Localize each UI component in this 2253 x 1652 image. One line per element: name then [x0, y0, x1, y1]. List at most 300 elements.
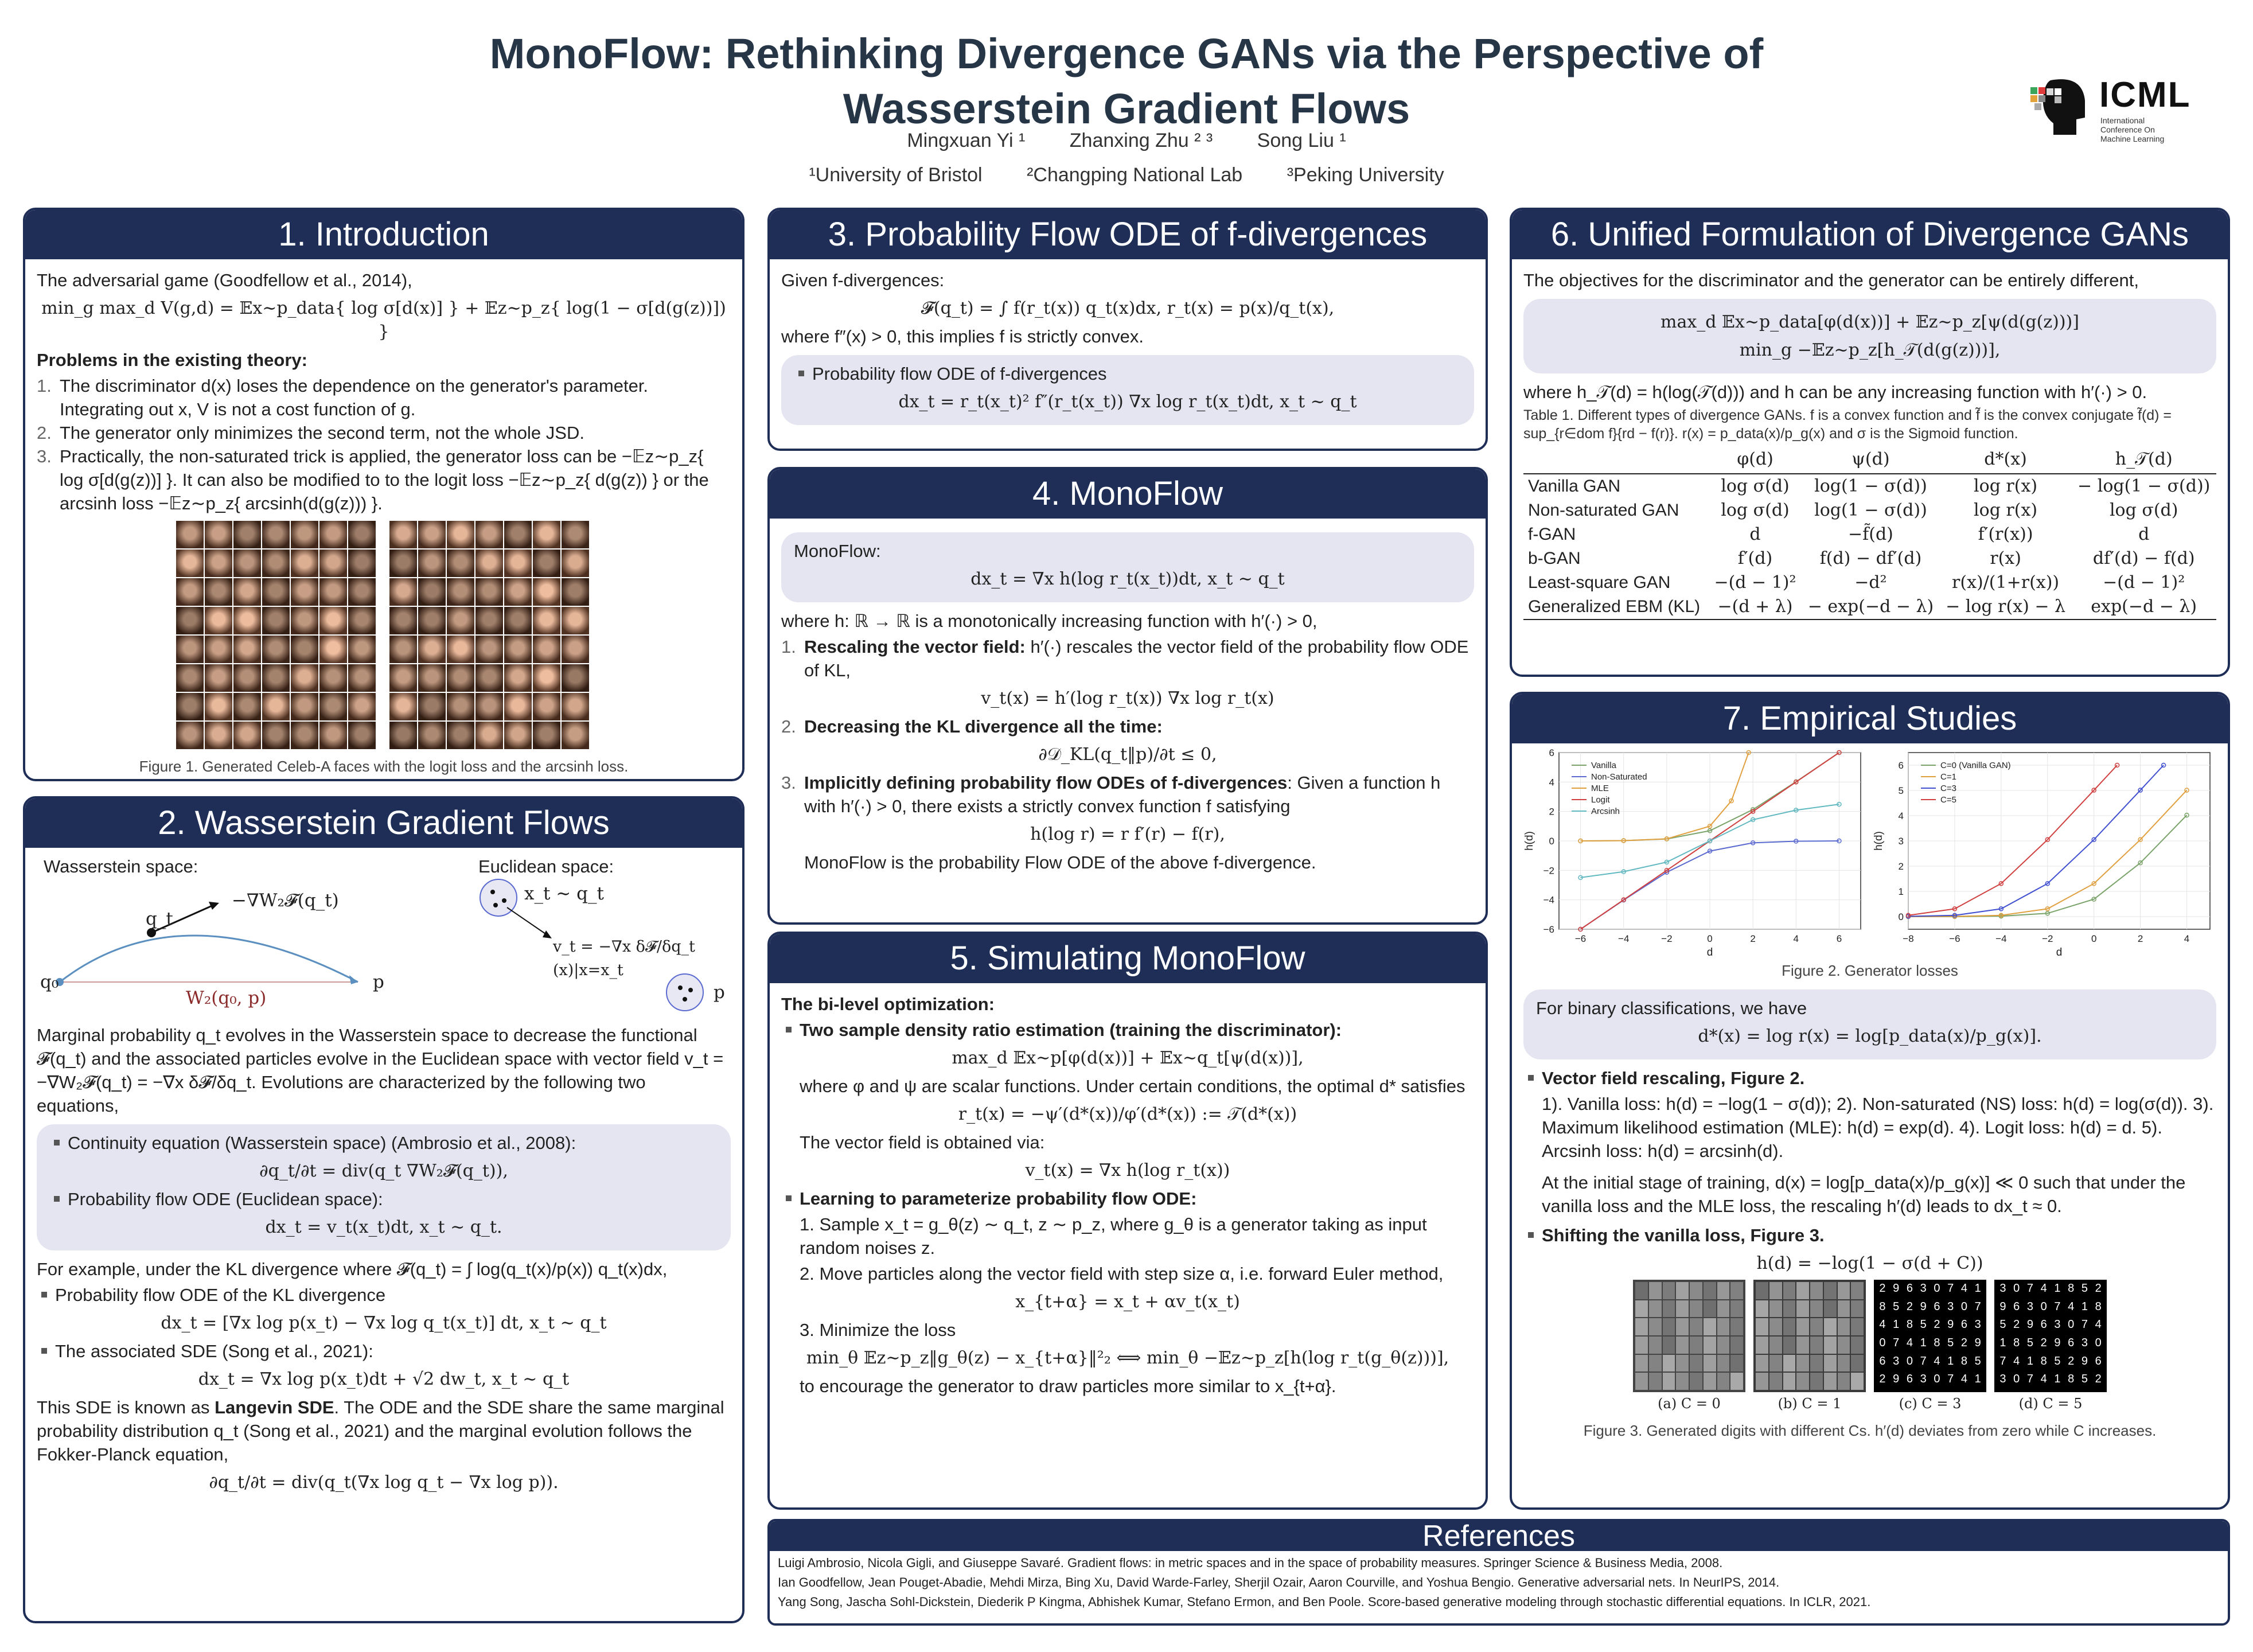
monoflow-title: 4. MonoFlow	[770, 469, 1486, 519]
face-thumbnail	[533, 521, 560, 548]
digit-thumbnail	[1810, 1282, 1823, 1299]
digit-thumbnail	[1851, 1318, 1864, 1335]
digit-thumbnail: 4	[2037, 1282, 2050, 1299]
step-3: 3. Minimize the loss	[800, 1320, 956, 1340]
x-tick-label: −4	[1618, 933, 1630, 944]
table-cell: log σ(d)	[2109, 500, 2178, 520]
face-thumbnail	[262, 664, 290, 692]
table-cell: − log(1 − σ(d))	[2077, 476, 2211, 496]
face-thumbnail	[418, 722, 446, 749]
unified-title: 6. Unified Formulation of Divergence GANs	[1512, 210, 2228, 259]
digit-thumbnail: 7	[2051, 1300, 2064, 1318]
x-tick-label: 6	[1836, 933, 1842, 944]
legend-label: Logit	[1591, 795, 1610, 805]
face-thumbnail	[291, 578, 318, 606]
digit-thumbnail: 2	[1904, 1300, 1916, 1318]
face-thumbnail	[176, 664, 204, 692]
digit-thumbnail	[1756, 1300, 1768, 1318]
digit-thumbnail: 3	[1944, 1300, 1957, 1318]
problems-title: Problems in the existing theory:	[37, 350, 307, 370]
x-axis-label: d	[1706, 946, 1713, 959]
kl-decrease-equation: ∂𝒟_KL(q_t‖p)/∂t ≤ 0,	[1038, 745, 1217, 765]
face-thumbnail	[475, 636, 503, 663]
face-thumbnail	[418, 578, 446, 606]
problem-item: 2. The generator only minimizes the second term, not the whole JSD.	[37, 423, 584, 443]
initial-stage-text: At the initial stage of training, d(x) = log[p_data(x)/p_g(x)] ≪ 0 such that under the vanilla loss and the MLE loss, the rescaling h′(d) leads to dx_t ≈ 0.	[1542, 1172, 2186, 1216]
digit-thumbnail	[1635, 1300, 1648, 1318]
face-thumbnail	[262, 722, 290, 749]
digit-thumbnail: 9	[1997, 1300, 2009, 1318]
y-axis-label: h(d)	[1523, 831, 1535, 851]
digit-thumbnail: 1	[2024, 1355, 2037, 1372]
simulating-title: 5. Simulating MonoFlow	[770, 934, 1486, 983]
y-tick-label: 0	[1898, 911, 1904, 922]
legend-label: MLE	[1591, 784, 1609, 793]
digit-thumbnail	[1690, 1300, 1702, 1318]
legend-label: C=0 (Vanilla GAN)	[1940, 761, 2011, 770]
digit-thumbnail: 8	[2065, 1373, 2077, 1390]
x-tick-label: 2	[2137, 933, 2143, 944]
table-cell: log(1 − σ(d))	[1814, 476, 1927, 496]
pfode-box-equation: dx_t = r_t(x_t)² f″(r_t(x_t)) ∇x log r_t(x_t)dt, x_t ∼ q_t	[898, 392, 1357, 412]
digit-thumbnail: 7	[2024, 1373, 2037, 1390]
digit-thumbnail	[1769, 1373, 1782, 1390]
face-thumbnail	[348, 607, 376, 634]
subcaption-a: (a) C = 0	[1658, 1396, 1721, 1412]
digit-thumbnail: 2	[2010, 1318, 2023, 1335]
table-cell: − log r(x) − λ	[1940, 595, 2072, 620]
faces-logit-grid	[176, 521, 378, 749]
digit-thumbnail	[1635, 1373, 1648, 1390]
digit-thumbnail: 5	[2051, 1355, 2064, 1372]
subcaption-c: (c) C = 3	[1899, 1396, 1962, 1412]
face-thumbnail	[319, 607, 347, 634]
author-3: Song Liu ¹	[1257, 130, 1346, 151]
sde-equation: dx_t = ∇x log p(x_t)dt + √2 dw_t, x_t ∼ q_t	[198, 1369, 570, 1389]
face-thumbnail	[205, 693, 232, 720]
face-thumbnail	[319, 722, 347, 749]
table-cell: r(x)	[1990, 548, 2021, 568]
table-row	[1523, 498, 2216, 523]
digit-thumbnail	[1796, 1355, 1809, 1372]
face-thumbnail	[447, 578, 474, 606]
affiliations	[0, 164, 2253, 186]
ratio-estimation-title: Two sample density ratio estimation (training the discriminator):	[781, 1018, 1474, 1042]
digit-thumbnail	[1769, 1282, 1782, 1299]
digit-thumbnail: 1	[1890, 1318, 1903, 1335]
digit-thumbnail: 1	[2051, 1282, 2064, 1299]
digit-thumbnail: 8	[1958, 1355, 1971, 1372]
table-row	[1523, 523, 2216, 547]
generator-losses-chart	[1523, 747, 1867, 959]
table-header: φ(d)	[1709, 445, 1802, 474]
affiliation-3: ³Peking University	[1287, 164, 1444, 186]
diagram-qt-label: q_t	[146, 909, 173, 929]
face-thumbnail	[262, 578, 290, 606]
diagram-p-label: p	[373, 972, 384, 992]
face-thumbnail	[447, 521, 474, 548]
author-2: Zhanxing Zhu ² ³	[1069, 130, 1213, 151]
face-thumbnail	[504, 693, 532, 720]
monoflow-box	[781, 532, 1474, 602]
table-header: ψ(d)	[1802, 445, 1940, 474]
face-thumbnail	[504, 521, 532, 548]
face-thumbnail	[319, 693, 347, 720]
euclidean-space-label: Euclidean space:	[478, 856, 614, 876]
digit-thumbnail: 6	[1904, 1282, 1916, 1299]
digit-thumbnail: 9	[1971, 1337, 1984, 1354]
face-thumbnail	[176, 607, 204, 634]
digits-c0	[1633, 1280, 1745, 1392]
digit-thumbnail: 8	[2010, 1337, 2023, 1354]
diagram-q0-label: q₀	[40, 972, 59, 992]
digit-thumbnail	[1676, 1355, 1689, 1372]
digit-thumbnail: 3	[1917, 1282, 1930, 1299]
digit-thumbnail: 2	[1958, 1337, 1971, 1354]
table-cell: −f̃(d)	[1848, 524, 1893, 544]
icml-logo	[2030, 75, 2214, 143]
face-thumbnail	[447, 722, 474, 749]
digit-thumbnail: 9	[2024, 1318, 2037, 1335]
digit-thumbnail: 1	[2079, 1300, 2091, 1318]
vf-rescaling-text: 1). Vanilla loss: h(d) = −log(1 − σ(d)); 2). Non-saturated (NS) loss: h(d) = log(σ(d)). 3). Maximum likelihood estimation (MLE): h(d) = exp(d). 4). Logit loss: h(d) = d. 5). Arcsinh loss: h(d) = arcsinh(d).	[1542, 1094, 2214, 1161]
f-divergence-equation: 𝓕(q_t) = ∫ f(r_t(x)) q_t(x)dx, r_t(x) = p(x)/q_t(x),	[921, 298, 1335, 318]
digit-thumbnail: 5	[1997, 1318, 2009, 1335]
x-axis-label: d	[2056, 946, 2063, 959]
digit-thumbnail: 3	[2024, 1300, 2037, 1318]
digit-thumbnail: 6	[2010, 1300, 2023, 1318]
y-tick-label: 6	[1898, 760, 1904, 771]
table-row	[1523, 595, 2216, 620]
table-cell: exp(−d − λ)	[2071, 595, 2216, 620]
digit-thumbnail: 9	[1890, 1373, 1903, 1390]
monoflow-equation: dx_t = ∇x h(log r_t(x_t))dt, x_t ∼ q_t	[970, 569, 1285, 589]
digit-thumbnail: 0	[1958, 1300, 1971, 1318]
digit-thumbnail	[1851, 1282, 1864, 1299]
face-thumbnail	[389, 664, 417, 692]
face-thumbnail	[562, 578, 589, 606]
face-thumbnail	[233, 550, 261, 577]
table-cell: df′(d) − f(d)	[2092, 548, 2195, 568]
pfode-box-title: Probability flow ODE of f-divergences	[794, 362, 1461, 385]
digit-thumbnail	[1635, 1355, 1648, 1372]
unified-lead: The objectives for the discriminator and the generator can be entirely different,	[1523, 270, 2139, 290]
digit-thumbnail: 4	[2065, 1300, 2077, 1318]
shift-title: Shifting the vanilla loss, Figure 3.	[1523, 1224, 2216, 1247]
face-thumbnail	[291, 722, 318, 749]
authors	[0, 130, 2253, 152]
face-thumbnail	[205, 578, 232, 606]
step-2: 2. Move particles along the vector field with step size α, i.e. forward Euler method,	[800, 1264, 1444, 1284]
digit-thumbnail	[1730, 1318, 1743, 1335]
x-tick-label: 0	[1707, 933, 1713, 944]
face-thumbnail	[504, 578, 532, 606]
y-tick-label: 2	[1898, 861, 1904, 872]
face-thumbnail	[233, 521, 261, 548]
legend-label: Arcsinh	[1591, 806, 1620, 816]
face-thumbnail	[562, 521, 589, 548]
x-tick-label: 4	[2184, 933, 2190, 944]
figure-2-caption: Figure 2. Generator losses	[1782, 962, 1958, 979]
kl-lead: For example, under the KL divergence where 𝓕(q_t) = ∫ log(q_t(x)/p(x)) q_t(x)dx,	[37, 1259, 668, 1279]
digit-thumbnail: 1	[1971, 1282, 1984, 1299]
digit-thumbnail	[1756, 1282, 1768, 1299]
table-row	[1523, 571, 2216, 595]
table-cell: f′(r(x))	[1978, 524, 2033, 544]
wgf-equations-box	[37, 1124, 731, 1250]
digit-thumbnail	[1851, 1355, 1864, 1372]
x-tick-label: −8	[1903, 933, 1914, 944]
continuity-title: Continuity equation (Wasserstein space) (Ambrosio et al., 2008):	[49, 1131, 718, 1155]
optimal-d-equation: d*(x) = log r(x) = log[p_data(x)/p_g(x)].	[1698, 1026, 2042, 1046]
celeba-faces-figure	[37, 521, 731, 749]
pfode-panel	[767, 208, 1488, 451]
face-thumbnail	[319, 550, 347, 577]
table-cell: Least-square GAN	[1528, 573, 1671, 592]
digit-thumbnail: 5	[1890, 1300, 1903, 1318]
y-tick-label: 4	[1898, 811, 1904, 821]
face-thumbnail	[447, 550, 474, 577]
bilevel-title: The bi-level optimization:	[781, 994, 995, 1014]
digit-thumbnail	[1704, 1318, 1716, 1335]
face-thumbnail	[389, 578, 417, 606]
digit-thumbnail	[1796, 1282, 1809, 1299]
euler-equation: x_{t+α} = x_t + αv_t(x_t)	[1015, 1292, 1240, 1312]
digit-thumbnail: 5	[2079, 1282, 2091, 1299]
legend-label: C=5	[1940, 795, 1956, 805]
face-thumbnail	[205, 521, 232, 548]
digit-thumbnail	[1717, 1373, 1730, 1390]
wgf-panel	[23, 796, 744, 1623]
digit-thumbnail	[1676, 1300, 1689, 1318]
face-thumbnail	[389, 550, 417, 577]
digit-thumbnail	[1690, 1355, 1702, 1372]
face-thumbnail	[262, 550, 290, 577]
digit-thumbnail	[1796, 1318, 1809, 1335]
table-cell: − exp(−d − λ)	[1802, 595, 1940, 620]
face-thumbnail	[176, 550, 204, 577]
digit-thumbnail	[1769, 1318, 1782, 1335]
figure-2	[1523, 747, 2216, 959]
digit-thumbnail	[1717, 1282, 1730, 1299]
monoflow-panel	[767, 467, 1488, 925]
pfode-title: 3. Probability Flow ODE of f-divergences	[770, 210, 1486, 259]
y-tick-label: −2	[1543, 865, 1554, 876]
digit-thumbnail: 3	[1890, 1355, 1903, 1372]
table-header: h_𝒯(d)	[2071, 445, 2216, 474]
digit-thumbnail	[1676, 1318, 1689, 1335]
wgf-diagram	[37, 855, 731, 1021]
table-cell: d	[2138, 524, 2150, 544]
digit-thumbnail	[1783, 1300, 1796, 1318]
face-thumbnail	[562, 664, 589, 692]
table-header	[1523, 445, 1709, 474]
face-thumbnail	[319, 664, 347, 692]
binary-classification-box	[1523, 989, 2216, 1059]
digit-thumbnail	[1838, 1282, 1850, 1299]
face-thumbnail	[418, 693, 446, 720]
face-thumbnail	[475, 607, 503, 634]
digit-thumbnail: 5	[2024, 1337, 2037, 1354]
face-thumbnail	[262, 607, 290, 634]
digit-thumbnail: 7	[2079, 1318, 2091, 1335]
digit-thumbnail	[1783, 1282, 1796, 1299]
divergence-gan-table	[1523, 445, 2216, 620]
face-thumbnail	[233, 578, 261, 606]
table-cell: Vanilla GAN	[1528, 477, 1621, 496]
simulating-panel	[767, 932, 1488, 1510]
digit-thumbnail	[1676, 1282, 1689, 1299]
wgf-paragraph-2: This SDE is known as Langevin SDE. The ODE and the SDE share the same marginal probability distribution q_t (Song et al., 2021) and the marginal evolution follows the Fokker-Planck equation,	[37, 1397, 724, 1464]
table-cell: b-GAN	[1528, 549, 1581, 568]
optimal-d-text: where φ and ψ are scalar functions. Under certain conditions, the optimal d* satisfies	[800, 1076, 1465, 1096]
wgf-title: 2. Wasserstein Gradient Flows	[25, 798, 742, 848]
digit-thumbnail: 1	[1944, 1355, 1957, 1372]
digit-thumbnail: 4	[1931, 1355, 1943, 1372]
digit-thumbnail: 9	[1917, 1300, 1930, 1318]
digit-thumbnail	[1649, 1282, 1662, 1299]
digit-thumbnail	[1717, 1355, 1730, 1372]
digit-thumbnail	[1783, 1337, 1796, 1354]
digit-thumbnail	[1704, 1300, 1716, 1318]
table-cell: log σ(d)	[1721, 476, 1790, 496]
digit-thumbnail	[1810, 1337, 1823, 1354]
digit-thumbnail: 9	[2051, 1337, 2064, 1354]
monoflow-item-2: 2. Decreasing the KL divergence all the time:	[781, 716, 1163, 737]
legend-label: C=1	[1940, 772, 1956, 782]
digit-thumbnail	[1730, 1282, 1743, 1299]
face-thumbnail	[291, 693, 318, 720]
digit-thumbnail: 6	[1876, 1355, 1889, 1372]
digit-thumbnail: 7	[1944, 1373, 1957, 1390]
digit-thumbnail	[1730, 1373, 1743, 1390]
monoflow-close: MonoFlow is the probability Flow ODE of the above f-divergence.	[804, 852, 1316, 872]
parameterize-title: Learning to parameterize probability flow ODE:	[781, 1187, 1474, 1210]
faces-arcsinh-grid	[389, 521, 591, 749]
step-3-close: to encourage the generator to draw particles more similar to x_{t+α}.	[800, 1376, 1336, 1396]
digit-thumbnail	[1838, 1337, 1850, 1354]
shift-equation: h(d) = −log(1 − σ(d + C))	[1756, 1253, 1983, 1273]
x-tick-label: −6	[1949, 933, 1960, 944]
digit-thumbnail	[1690, 1337, 1702, 1354]
face-thumbnail	[291, 607, 318, 634]
face-thumbnail	[262, 693, 290, 720]
empirical-panel	[1510, 692, 2230, 1510]
digit-thumbnail	[1663, 1282, 1675, 1299]
digit-thumbnail: 9	[2079, 1355, 2091, 1372]
digits-c1	[1753, 1280, 1866, 1392]
digit-thumbnail: 6	[1958, 1318, 1971, 1335]
face-thumbnail	[418, 607, 446, 634]
digit-thumbnail	[1838, 1355, 1850, 1372]
digit-thumbnail: 6	[2037, 1318, 2050, 1335]
table-cell: log σ(d)	[1721, 500, 1790, 520]
digit-thumbnail: 5	[1917, 1318, 1930, 1335]
face-thumbnail	[475, 664, 503, 692]
table-cell: log r(x)	[1974, 476, 2038, 496]
digit-thumbnail: 9	[1944, 1318, 1957, 1335]
y-tick-label: 3	[1898, 836, 1904, 847]
problem-item: 3. Practically, the non-saturated trick is applied, the generator loss can be −𝔼z∼p_z{ log σ[d(g(z))] }. It can also be modified to to the logit loss −𝔼z∼p_z{ d(g(z)) } or the arcsinh loss −𝔼z∼p_z{ arcsinh(d(g(z))) }.	[37, 446, 709, 513]
x-tick-label: −2	[2042, 933, 2053, 944]
digit-thumbnail: 2	[2065, 1355, 2077, 1372]
digit-thumbnail	[1649, 1355, 1662, 1372]
face-thumbnail	[319, 521, 347, 548]
face-thumbnail	[205, 722, 232, 749]
face-thumbnail	[533, 607, 560, 634]
face-thumbnail	[475, 521, 503, 548]
face-thumbnail	[533, 664, 560, 692]
monoflow-item-1: 1. Rescaling the vector field: h′(·) rescales the vector field of the probability flow ODE of KL,	[781, 637, 1469, 680]
digit-thumbnail	[1796, 1373, 1809, 1390]
face-thumbnail	[389, 607, 417, 634]
digit-thumbnail: 7	[1971, 1300, 1984, 1318]
digit-thumbnail: 8	[2037, 1355, 2050, 1372]
digit-thumbnail	[1704, 1337, 1716, 1354]
digit-thumbnail: 2	[1876, 1373, 1889, 1390]
intro-title: 1. Introduction	[25, 210, 742, 259]
face-thumbnail	[562, 693, 589, 720]
digit-thumbnail: 0	[1904, 1355, 1916, 1372]
step-1: 1. Sample x_t = g_θ(z) ∼ q_t, z ∼ p_z, where g_θ is a generator taking as input random noises z.	[800, 1214, 1427, 1258]
digit-thumbnail: 2	[2092, 1373, 2104, 1390]
face-thumbnail	[233, 722, 261, 749]
face-thumbnail	[533, 578, 560, 606]
digit-thumbnail	[1690, 1282, 1702, 1299]
face-thumbnail	[504, 636, 532, 663]
digit-thumbnail	[1838, 1373, 1850, 1390]
digit-thumbnail	[1676, 1373, 1689, 1390]
pf-ode-equation: dx_t = v_t(x_t)dt, x_t ∼ q_t.	[265, 1217, 502, 1237]
references-panel	[767, 1519, 2230, 1626]
digit-thumbnail	[1851, 1337, 1864, 1354]
face-thumbnail	[205, 636, 232, 663]
table-header: d*(x)	[1940, 445, 2072, 474]
diagram-vt-label: v_t = −∇x δ𝓕/δq_t (x)|x=x_t	[553, 938, 695, 979]
face-thumbnail	[348, 664, 376, 692]
figure-1-caption: Figure 1. Generated Celeb-A faces with the logit loss and the arcsinh loss.	[139, 758, 629, 775]
digit-thumbnail	[1824, 1355, 1837, 1372]
digit-thumbnail	[1769, 1355, 1782, 1372]
x-tick-label: −6	[1574, 933, 1587, 944]
face-thumbnail	[475, 693, 503, 720]
digit-thumbnail	[1649, 1373, 1662, 1390]
face-thumbnail	[291, 636, 318, 663]
digit-thumbnail: 1	[1971, 1373, 1984, 1390]
table-cell: log r(x)	[1974, 500, 2038, 520]
digit-thumbnail: 8	[2092, 1300, 2104, 1318]
table-cell: log(1 − σ(d))	[1814, 500, 1927, 520]
figure-3-digits	[1523, 1280, 2216, 1392]
face-thumbnail	[348, 722, 376, 749]
digit-thumbnail	[1851, 1300, 1864, 1318]
digit-thumbnail: 7	[1997, 1355, 2009, 1372]
affiliation-2: ²Changping National Lab	[1027, 164, 1243, 186]
face-thumbnail	[348, 636, 376, 663]
monoflow-box-title: MonoFlow:	[794, 541, 881, 561]
digit-thumbnail	[1756, 1373, 1768, 1390]
digit-thumbnail	[1717, 1300, 1730, 1318]
face-thumbnail	[562, 722, 589, 749]
digit-thumbnail	[1769, 1300, 1782, 1318]
face-thumbnail	[562, 550, 589, 577]
digit-thumbnail: 0	[1931, 1282, 1943, 1299]
x-tick-label: −4	[1995, 933, 2007, 944]
digit-thumbnail: 7	[2024, 1282, 2037, 1299]
digit-thumbnail: 6	[2092, 1355, 2104, 1372]
x-tick-label: 4	[1793, 933, 1799, 944]
face-thumbnail	[504, 722, 532, 749]
